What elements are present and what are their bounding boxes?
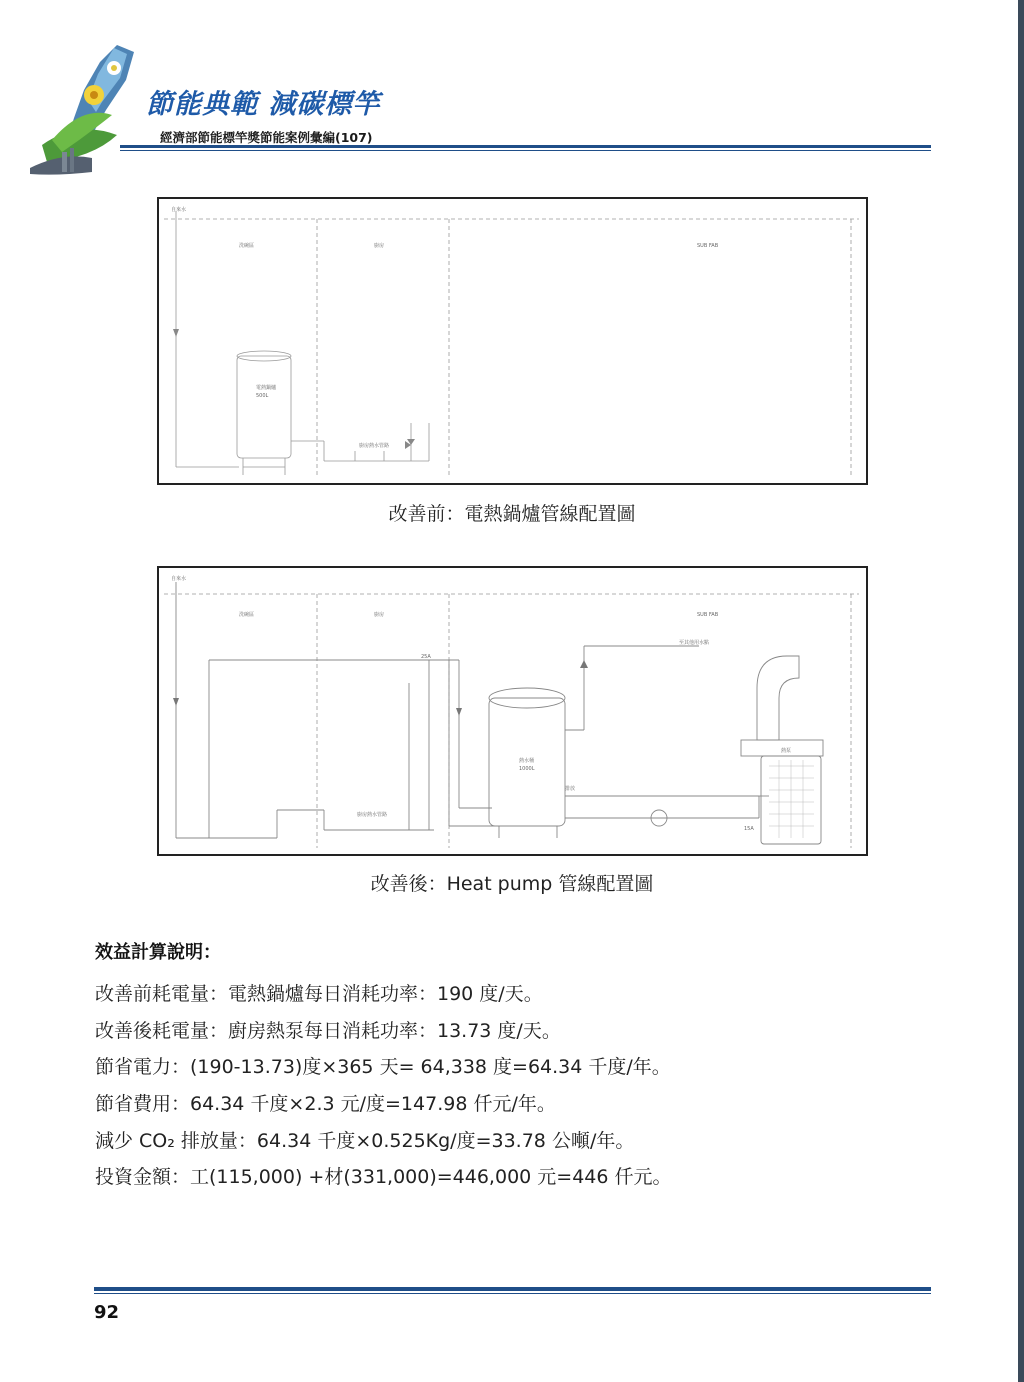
header-rule-thin [120,150,931,151]
before-zone1-label: 洗碗區 [239,243,255,249]
after-tank-label: 熱水桶 [519,758,535,764]
footer-rule-thin [94,1293,931,1294]
calculation-title: 效益計算說明： [95,942,221,963]
after-outlet-label: 廚房熱水管路 [357,812,388,818]
before-outlet-label: 廚房熱水管路 [359,443,390,449]
after-zone1-label: 洗碗區 [239,612,255,618]
after-pipe-15a: 15A [744,826,754,832]
before-zone3-label: SUB FAB [697,243,719,249]
after-pipe-25a: 25A [421,654,431,660]
after-top-label: 自來水 [171,576,187,582]
before-top-label: 自來水 [171,207,187,213]
after-drain-label: 排放 [565,786,576,792]
calc-line-saving-power: 節省電力：(190-13.73)度×365 天= 64,338 度=64.34 千度/年。 [95,1056,671,1078]
before-tank-volume: 500L [256,393,269,399]
calc-line-investment: 投資金額：工(115,000) +材(331,000)=446,000 元=446 仟元。 [95,1166,672,1188]
calc-line-saving-cost: 節省費用：64.34 千度×2.3 元/度=147.98 仟元/年。 [95,1093,556,1115]
footer-rule [94,1287,931,1291]
calc-line-before: 改善前耗電量：電熱鍋爐每日消耗功率：190 度/天。 [95,983,543,1005]
header-rule [120,145,931,148]
after-zone2-label: 廚房 [374,612,385,618]
after-tank-volume: 1000L [519,766,535,772]
diagram-before [157,197,868,485]
header-subtitle: 經濟部節能標竿獎節能案例彙編(107) [160,130,373,145]
diagram-after [157,566,868,856]
calc-line-after: 改善後耗電量：廚房熱泵每日消耗功率：13.73 度/天。 [95,1020,561,1042]
taiwan-logo-icon [22,40,152,180]
header-title: 節能典範 減碳標竿 [146,89,381,120]
calc-line-co2: 減少 CO₂ 排放量：64.34 千度×0.525Kg/度=33.78 公噸/年。 [95,1130,635,1152]
page-number: 92 [94,1302,120,1323]
caption-after: 改善後：Heat pump 管線配置圖 [370,873,654,895]
page-edge-bar [1018,0,1024,1382]
before-tank-label: 電熱鍋爐 [256,385,277,391]
before-zone2-label: 廚房 [374,243,385,249]
after-return-label: 至其他用水點 [679,640,710,646]
caption-before: 改善前：電熱鍋爐管線配置圖 [388,503,636,525]
after-heatpump-label: 熱泵 [781,748,792,754]
after-zone3-label: SUB FAB [697,612,719,618]
